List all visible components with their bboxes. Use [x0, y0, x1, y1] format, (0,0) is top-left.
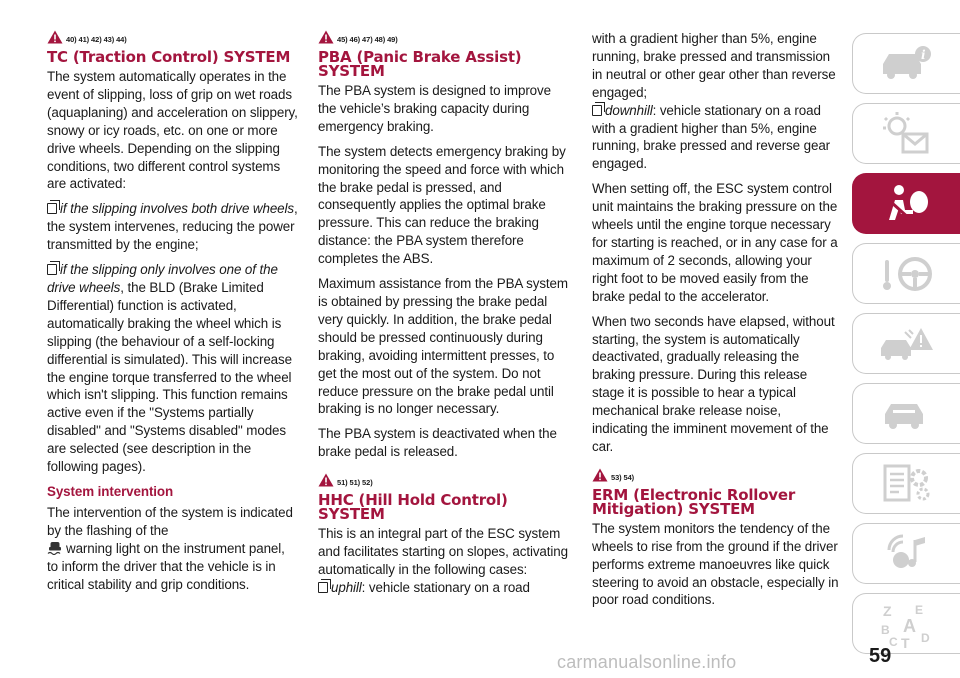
- tab-in-an-emergency[interactable]: [852, 313, 960, 374]
- bullet-item: [47, 261, 299, 476]
- column-pba-hhc: [318, 30, 570, 604]
- bullet-text: : vehicle stationary on a road with a gradient higher than 5%, engine running, brake pressed and reverse gear engaged.: [592, 102, 831, 172]
- bullet-italic: if the slipping only involves one of the drive wheels: [47, 262, 278, 295]
- tab-servicing-and-care[interactable]: [852, 383, 960, 444]
- column-hhc-erm: [592, 30, 840, 616]
- tab-warning-lights[interactable]: [852, 103, 960, 164]
- column-traction-control: [47, 30, 299, 600]
- warning-reference: [318, 473, 570, 487]
- tab-technical-specifications[interactable]: [852, 453, 960, 514]
- maintenance-icon: [875, 390, 939, 438]
- warning-reference: [592, 468, 840, 482]
- paragraph: with a gradient higher than 5%, engine running, brake pressed and transmission in neutral or other gear other than reverse engaged;: [592, 31, 836, 100]
- checkbox-bullet-icon: [592, 105, 602, 116]
- warning-refs: 40) 41) 42) 43) 44): [66, 35, 127, 44]
- section-heading-tc: TC (Traction Control) SYSTEM: [47, 48, 291, 66]
- bullet-item: [318, 579, 570, 597]
- esc-warning-light-icon: [47, 541, 63, 555]
- index-letter: A: [902, 615, 916, 636]
- index-letter: B: [880, 622, 890, 637]
- section-heading-erm: ERM (Electronic Rollover Mitigation) SYSTEM: [592, 485, 796, 518]
- bullet-item: [47, 200, 299, 254]
- svg-text:i: i: [920, 47, 926, 62]
- watermark: carmanualsonline.info: [557, 652, 737, 672]
- section-heading-pba: PBA (Panic Brake Assist) SYSTEM: [318, 48, 522, 80]
- warning-triangle-icon: [592, 468, 608, 482]
- paragraph: When two seconds have elapsed, without starting, the system is automatically deactivated, gradually releasing the braking pressure. During this release stage it is possible to hear a typical mechanical brake release noise, indicating the imminent movement of the car.: [592, 313, 835, 454]
- bullet-italic: uphill: [331, 579, 362, 595]
- paragraph: The PBA system is designed to improve the vehicle’s braking capacity during emergency braking.: [318, 83, 551, 134]
- warning-triangle-icon: [318, 30, 334, 44]
- emergency-icon: [875, 320, 939, 368]
- intervention-text-before: The intervention of the system is indicated by the flashing of the: [47, 504, 293, 538]
- bullet-italic: downhill: [605, 102, 653, 118]
- checkbox-bullet-icon: [318, 582, 328, 593]
- index-letter: C: [888, 634, 898, 648]
- index-letter: E: [914, 602, 923, 617]
- tab-safety[interactable]: [852, 173, 960, 234]
- index-letter: D: [920, 630, 930, 645]
- bullet-item: [592, 102, 840, 174]
- page-number: 59: [869, 645, 892, 667]
- bullet-text: : vehicle stationary on a road: [361, 579, 530, 595]
- warning-refs: 53) 54): [611, 472, 635, 482]
- intervention-text-after: warning light on the instrument panel, to inform the driver that the vehicle is in critical stability and grip conditions.: [47, 540, 285, 592]
- car-info-icon: [875, 40, 939, 88]
- technical-data-icon: [875, 460, 939, 508]
- warning-refs: 51) 51) 52): [337, 478, 373, 488]
- warning-triangle-icon: [318, 473, 334, 487]
- paragraph: The system monitors the tendency of the wheels to rise from the ground if the driver performs extreme manoeuvres like quick steering to avoid an obstacle, especially in poor road conditions.: [592, 520, 839, 608]
- paragraph: [47, 504, 299, 594]
- index-icon: [875, 600, 939, 648]
- bullet-text: , the BLD (Brake Limited Differential) function is activated, automatically braking the wheel which is slipping (the behaviour of a self-locking differential is simulated). This will increase the engine torque transferred to the wheel which isn't slipping. This function remains active even if the "Systems partially disabled" and "Systems disabled" modes are selected (see description in the following pages).: [47, 279, 292, 475]
- paragraph: The PBA system is deactivated when the brake pedal is released.: [318, 426, 557, 460]
- tab-knowing-your-car[interactable]: [852, 33, 960, 94]
- paragraph: The system detects emergency braking by monitoring the speed and force with which the brake pedal is pressed, and consequently applies the optimal brake pressure. This can reduce the braking distance: the PBA system therefore completes the ABS.: [318, 143, 566, 267]
- bullet-italic: if the slipping involves both drive wheels: [60, 201, 294, 217]
- tab-starting-and-driving[interactable]: [852, 243, 960, 304]
- warning-refs: 45) 46) 47) 48) 49): [337, 35, 398, 44]
- warning-reference: [47, 30, 299, 44]
- paragraph: Maximum assistance from the PBA system is obtained by pressing the brake pedal very quickly. In addition, the brake pedal should be pressed continuously during braking, avoiding intermittent presses, to get the most out of the system. Do not reduce pressure on the brake pedal until braking is no longer necessary.: [318, 276, 568, 417]
- warning-reference: [318, 30, 570, 44]
- section-heading-hhc: HHC (Hill Hold Control) SYSTEM: [318, 491, 508, 524]
- multimedia-icon: [875, 530, 939, 578]
- chapter-sidebar: [852, 33, 960, 663]
- warning-triangle-icon: [47, 30, 63, 44]
- paragraph: When setting off, the ESC system control unit maintains the braking pressure on the wheels until the engine torque necessary for starting is reached, or in any case for a maximum of 2 seconds, allowing your right foot to be moved easily from the brake pedal to the accelerator.: [592, 181, 838, 304]
- checkbox-bullet-icon: [47, 264, 57, 275]
- paragraph: The system automatically operates in the event of slipping, loss of grip on wet roads (aquaplaning) and acceleration on slippery, snowy or icy roads, etc. on one or more drive wheels. Depending on the slipping conditions, two different control systems are activated:: [47, 69, 298, 192]
- starting-driving-icon: [875, 250, 939, 298]
- airbag-safety-icon: [875, 180, 939, 228]
- paragraph: This is an integral part of the ESC system and facilitates starting on slopes, activating automatically in the following cases:: [318, 526, 568, 577]
- tab-multimedia[interactable]: [852, 523, 960, 584]
- subheading-system-intervention: System intervention: [47, 483, 174, 499]
- index-letter: Z: [882, 602, 892, 619]
- bullet-text: , the system intervenes, reducing the power transmitted by the engine;: [47, 201, 298, 253]
- warning-lights-icon: [875, 110, 939, 158]
- checkbox-bullet-icon: [47, 203, 57, 214]
- index-letter: T: [900, 634, 910, 648]
